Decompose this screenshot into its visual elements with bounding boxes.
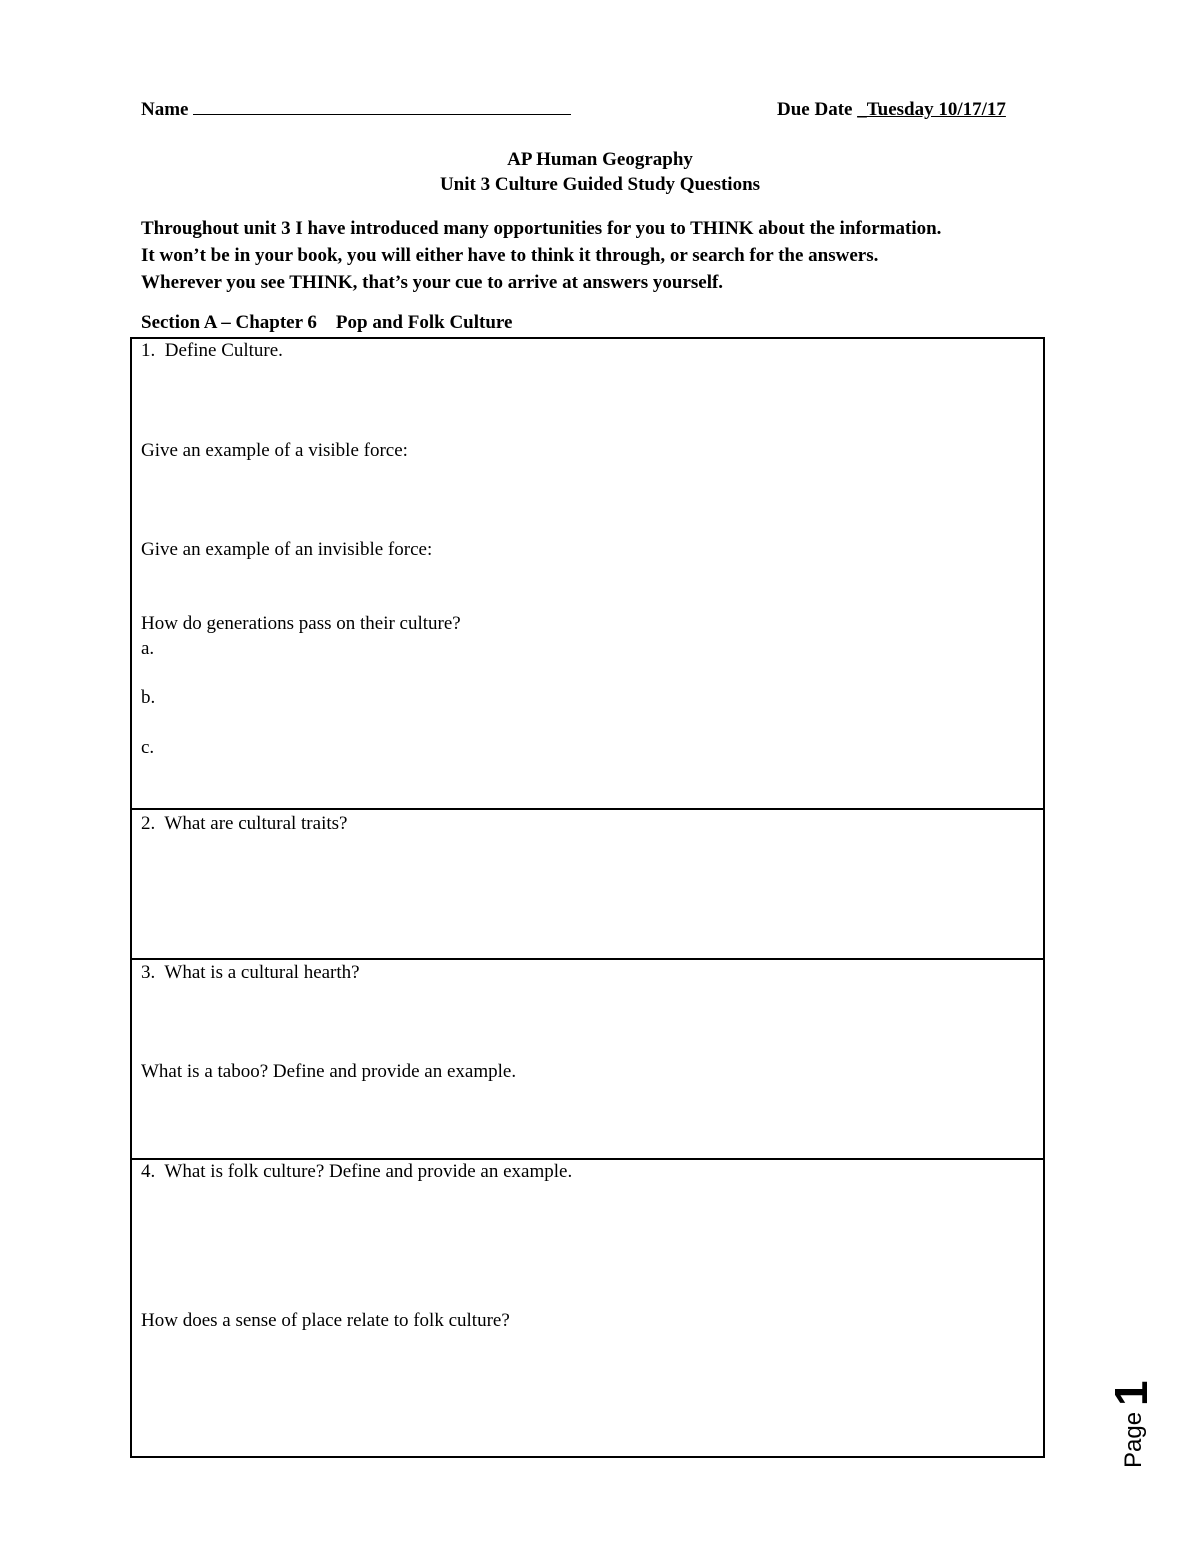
intro-paragraph [141, 215, 1141, 296]
question-4: 4. What is folk culture? Define and provide an example. [141, 1161, 573, 1182]
course-title: AP Human Geography [507, 149, 693, 170]
name-blank-line[interactable] [193, 100, 571, 115]
question-box-4[interactable] [130, 1158, 1045, 1458]
question-1-item-a: a. [141, 638, 155, 659]
question-box-3[interactable] [130, 958, 1045, 1160]
question-1-generations: How do generations pass on their culture? [141, 613, 461, 634]
section-title: Section A – Chapter 6 Pop and Folk Culture [141, 312, 513, 333]
question-1-invisible-force: Give an example of an invisible force: [141, 539, 433, 560]
due-date-label: Due Date [777, 99, 853, 120]
page-label: Page [1120, 1411, 1147, 1468]
name-field[interactable] [141, 99, 571, 121]
page-number-footer [1098, 1380, 1158, 1558]
question-2: 2. What are cultural traits? [141, 813, 348, 834]
question-1-item-c: c. [141, 737, 155, 758]
intro-line-3: Wherever you see THINK, that’s your cue to arrive at answers yourself. [141, 272, 724, 293]
due-date [777, 99, 1006, 121]
intro-line-1: Throughout unit 3 I have introduced many opportunities for you to THINK about the information. [141, 218, 942, 239]
unit-title: Unit 3 Culture Guided Study Questions [439, 174, 761, 195]
due-date-value: _Tuesday 10/17/17 [857, 99, 1006, 120]
question-1-visible-force: Give an example of a visible force: [141, 440, 408, 461]
question-4-sense-of-place: How does a sense of place relate to folk culture? [141, 1310, 510, 1331]
question-1-item-b: b. [141, 687, 156, 708]
question-1: 1. Define Culture. [141, 340, 283, 361]
name-label: Name [141, 99, 189, 120]
page-number: 1 [1105, 1380, 1157, 1406]
intro-line-2: It won’t be in your book, you will either have to think it through, or search for the answers. [141, 245, 879, 266]
question-3-taboo: What is a taboo? Define and provide an example. [141, 1061, 517, 1082]
question-3: 3. What is a cultural hearth? [141, 962, 360, 983]
question-box-1[interactable] [130, 337, 1045, 810]
